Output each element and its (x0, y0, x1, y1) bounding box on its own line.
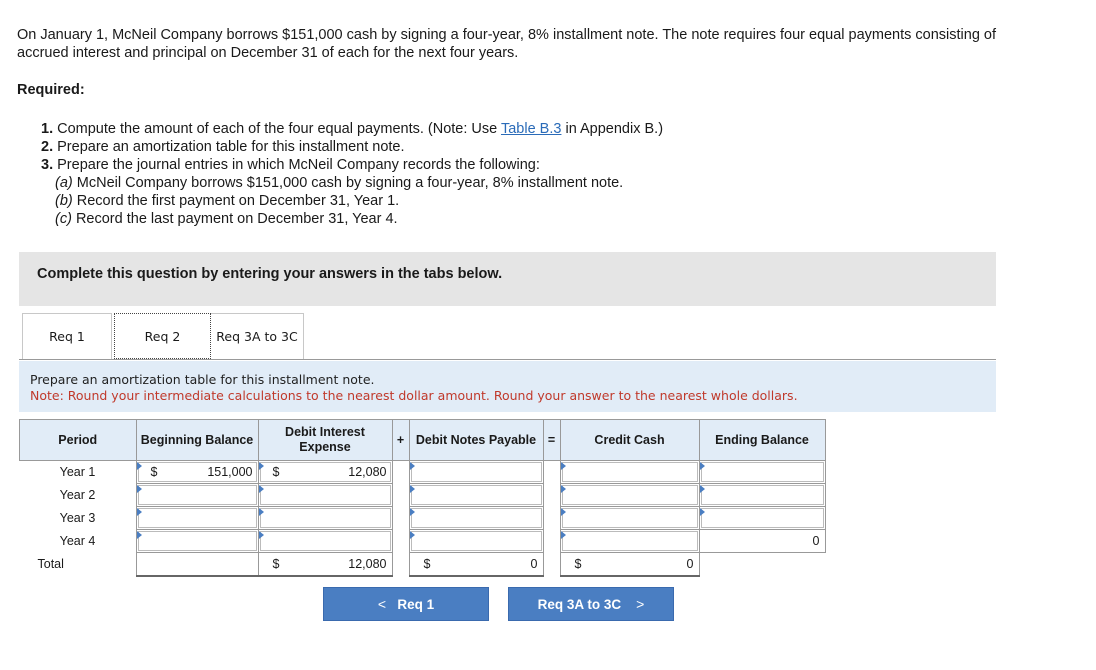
step-1-text: Compute the amount of each of the four equal payments. (Note: Use (57, 121, 501, 137)
spacer (543, 484, 560, 507)
dollar-sign: $ (423, 557, 431, 571)
substep-c-text: Record the last payment on December 31, Year 4. (75, 211, 398, 227)
credit-cash-input[interactable] (560, 530, 699, 553)
problem-intro: On January 1, McNeil Company borrows $151,000 cash by signing a four-year, 8% installment note. The note requires four equal payments consisting of accrued interest and principal on December 31 of each for the next four years. (17, 27, 997, 61)
substep-b (41, 192, 663, 210)
step-3 (41, 156, 663, 174)
substep-b-text: Record the first payment on December 31, Year 1. (76, 193, 400, 209)
input-flag-icon (561, 508, 566, 516)
notes-payable-input[interactable] (409, 461, 543, 484)
period-label: Year 1 (59, 465, 96, 480)
step-1-number: 1. (41, 121, 54, 137)
header-beginning-balance: Beginning Balance (136, 420, 258, 461)
period-label: Year 4 (59, 534, 96, 548)
substep-a-text: McNeil Company borrows $151,000 cash by signing a four-year, 8% installment note. (76, 175, 624, 191)
total-cash-value: 0 (686, 557, 694, 571)
step-1-text-after: in Appendix B.) (561, 121, 664, 137)
total-interest-cell (258, 553, 392, 577)
dollar-sign: $ (272, 557, 280, 571)
input-flag-icon (137, 485, 142, 493)
table-row (20, 461, 826, 484)
tab-bar (22, 313, 304, 359)
input-flag-icon (410, 531, 415, 539)
total-beginning-cell (136, 553, 258, 577)
notes-payable-input[interactable] (409, 484, 543, 507)
beginning-balance-input[interactable] (136, 484, 258, 507)
step-2-number: 2. (41, 139, 54, 155)
total-ending-cell (699, 553, 825, 577)
input-flag-icon (259, 531, 264, 539)
spacer (392, 530, 409, 553)
prev-button[interactable] (323, 587, 489, 621)
spacer (543, 530, 560, 553)
next-button[interactable] (508, 587, 674, 621)
spacer (392, 507, 409, 530)
prev-button-label: Req 1 (397, 596, 435, 612)
header-period: Period (20, 420, 137, 461)
substep-a-letter: (a) (55, 175, 73, 191)
input-flag-icon (259, 462, 264, 470)
table-row (20, 530, 826, 553)
header-ending-balance: Ending Balance (699, 420, 825, 461)
banner-text: Complete this question by entering your answers in the tabs below. (37, 266, 503, 282)
total-notes-value: 0 (530, 557, 538, 571)
substep-c (41, 210, 663, 228)
plus-operator: + (392, 420, 409, 461)
header-notes-payable: Debit Notes Payable (409, 420, 543, 461)
table-row (20, 507, 826, 530)
ending-balance-input[interactable] (699, 461, 825, 484)
beginning-balance-input[interactable] (136, 530, 258, 553)
input-flag-icon (137, 462, 142, 470)
total-row (20, 553, 826, 577)
tab-instructions (19, 361, 996, 412)
notes-payable-input[interactable] (409, 507, 543, 530)
credit-cash-input[interactable] (560, 484, 699, 507)
step-3-number: 3. (41, 157, 54, 173)
ending-balance-value-cell (699, 530, 825, 553)
step-1 (41, 120, 663, 138)
beginning-balance-input[interactable] (136, 461, 258, 484)
input-flag-icon (410, 485, 415, 493)
interest-expense-input[interactable] (258, 461, 392, 484)
spacer (392, 461, 409, 484)
rounding-note: Note: Round your intermediate calculations to the nearest dollar amount. Round your answer to the nearest whole dollars. (30, 388, 798, 403)
dollar-sign: $ (272, 465, 280, 479)
step-2-text: Prepare an amortization table for this installment note. (57, 139, 405, 155)
header-credit-cash: Credit Cash (560, 420, 699, 461)
ending-balance-input[interactable] (699, 507, 825, 530)
spacer (392, 484, 409, 507)
substep-a (41, 174, 663, 192)
interest-expense-input[interactable] (258, 507, 392, 530)
spacer (543, 461, 560, 484)
step-3-text: Prepare the journal entries in which McNeil Company records the following: (57, 157, 540, 173)
instructions-banner (19, 252, 996, 306)
next-button-label: Req 3A to 3C (537, 596, 622, 612)
input-flag-icon (410, 508, 415, 516)
dollar-sign: $ (574, 557, 582, 571)
instruction-line: Prepare an amortization table for this installment note. (30, 372, 375, 387)
interest-expense-input[interactable] (258, 484, 392, 507)
ending-balance-input[interactable] (699, 484, 825, 507)
interest-expense-value: 12,080 (348, 465, 387, 479)
substep-b-letter: (b) (55, 193, 73, 209)
input-flag-icon (561, 531, 566, 539)
header-interest-expense: Debit Interest Expense (258, 420, 392, 461)
chevron-left-icon: < (377, 596, 387, 612)
dollar-sign: $ (150, 465, 158, 479)
input-flag-icon (561, 462, 566, 470)
total-interest-value: 12,080 (348, 557, 387, 571)
notes-payable-input[interactable] (409, 530, 543, 553)
input-flag-icon (700, 462, 705, 470)
input-flag-icon (137, 508, 142, 516)
input-flag-icon (561, 485, 566, 493)
equals-operator: = (543, 420, 560, 461)
tab-req-2[interactable]: Req 2 (114, 313, 211, 359)
total-label: Total (37, 557, 64, 572)
step-2 (41, 138, 663, 156)
table-row (20, 484, 826, 507)
tab-req-1[interactable]: Req 1 (22, 313, 112, 359)
spacer (543, 507, 560, 530)
spacer (543, 553, 560, 577)
tab-divider (19, 359, 996, 360)
input-flag-icon (700, 508, 705, 516)
total-notes-cell (409, 553, 543, 577)
beginning-balance-value: 151,000 (207, 465, 253, 479)
substep-c-letter: (c) (55, 211, 72, 227)
tab-req-3a-to-3c[interactable]: Req 3A to 3C (211, 313, 304, 359)
header-row (20, 420, 826, 461)
required-label: Required: (17, 82, 85, 98)
input-flag-icon (259, 485, 264, 493)
interest-expense-input[interactable] (258, 530, 392, 553)
period-label: Year 3 (59, 511, 96, 525)
ending-balance-value: 0 (812, 534, 820, 548)
required-steps (41, 120, 663, 228)
credit-cash-input[interactable] (560, 461, 699, 484)
input-flag-icon (259, 508, 264, 516)
spacer (392, 553, 409, 577)
beginning-balance-input[interactable] (136, 507, 258, 530)
credit-cash-input[interactable] (560, 507, 699, 530)
period-label: Year 2 (59, 488, 96, 502)
input-flag-icon (137, 531, 142, 539)
total-cash-cell (560, 553, 699, 577)
chevron-right-icon: > (636, 596, 645, 612)
table-b3-link[interactable]: Table B.3 (500, 121, 562, 137)
input-flag-icon (700, 485, 705, 493)
input-flag-icon (410, 462, 415, 470)
amortization-table (19, 419, 826, 577)
